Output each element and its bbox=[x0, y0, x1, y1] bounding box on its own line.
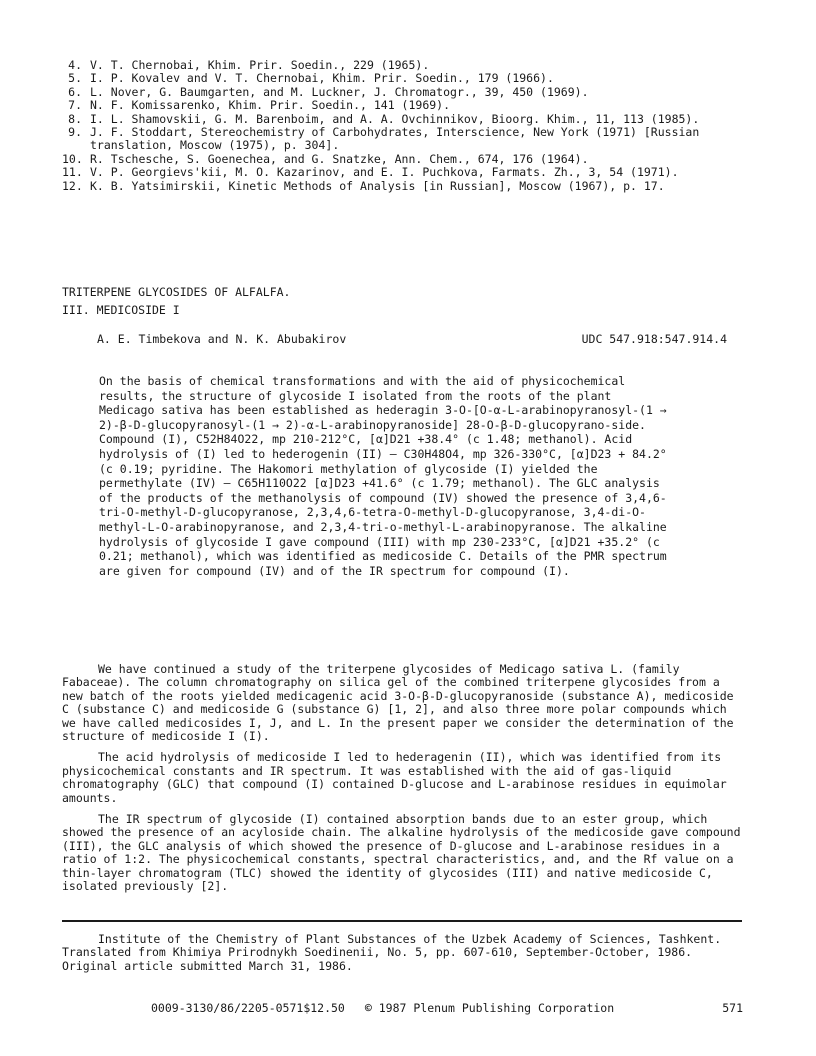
udc-code: UDC 547.918:547.914.4 bbox=[581, 332, 727, 346]
reference-text: K. B. Yatsimirskii, Kinetic Methods of Analysis [in Russian], Moscow (1967), p. 17. bbox=[90, 178, 665, 193]
reference-item bbox=[62, 113, 762, 126]
reference-item bbox=[62, 153, 762, 166]
abstract-text: On the basis of chemical transformations and with the aid of physicochemical results, the structure of glycoside I isolated from the roots of the plant Medicago sativa has been established as hederagin 3-O-[O-α-L-arabinopyranosyl-(1 → 2)-β-D-glucopyranosyl-(1 → 2)-α-L-arabinopyranoside] 28-O-β-D-glucopyrano-side. Compound (I), C52H84O22, mp 210-212°C, [α]D21 +38.4° (c 1.48; methanol). Acid hydrolysis of (I) led to hederogenin (II) — C30H48O4, mp 326-330°C, [α]D23 + 84.2° (c 0.19; pyridine. The Hakomori methylation of glycoside (I) yielded the permethylate (IV) — C65H110O22 [α]D23 +41.6° (c 1.79; methanol). The GLC analysis of the products of the methanolysis of compound (IV) showed the presence of 3,4,6-tri-O-methyl-D-glucopyranose, 2,3,4,6-tetra-O-methyl-D-glucopyranose, 3,4-di-O-methyl-L-O-arabinopyranose, and 2,3,4-tri-o-methyl-L-arabinopyranose. The alkaline hydrolysis of glycoside I gave compound (III) with mp 230-233°C, [α]D21 +35.2° (c 0.21; methanol), which was identified as medicoside C. Details of the PMR spectrum are given for compound (IV) and of the IR spectrum for compound (I). bbox=[99, 374, 667, 578]
reference-item bbox=[62, 180, 762, 193]
abstract bbox=[99, 374, 669, 578]
reference-number: 10. bbox=[62, 151, 83, 166]
title-line-2: III. MEDICOSIDE I bbox=[62, 303, 180, 317]
reference-item bbox=[62, 86, 762, 99]
page-footer bbox=[151, 1002, 743, 1015]
paragraph-3: The IR spectrum of glycoside (I) contained absorption bands due to an ester group, which showed the presence of an acyloside chain. The alkaline hydrolysis of the medicoside gave compound (III), the GLC analysis of which showed the presence of D-glucose and L-arabinose residues in a ratio of 1:2. The physicochemical constants, spectral characteristics, and, and the Rf value on a thin-layer chromatogram (TLC) showed the identity of glycosides (III) and native medicoside C, isolated previously [2]. bbox=[62, 812, 741, 894]
reference-text: N. F. Komissarenko, Khim. Prir. Soedin., 141 (1969). bbox=[90, 98, 451, 113]
reference-text: V. T. Chernobai, Khim. Prir. Soedin., 229 (1965). bbox=[90, 58, 430, 72]
reference-text: R. Tschesche, S. Goenechea, and G. Snatzke, Ann. Chem., 674, 176 (1964). bbox=[90, 151, 589, 166]
issn-code: 0009-3130/86/2205-0571$12.50 bbox=[151, 1001, 345, 1015]
copyright-text: 1987 Plenum Publishing Corporation bbox=[378, 1001, 615, 1015]
body-text bbox=[62, 663, 742, 902]
footnote-text: Institute of the Chemistry of Plant Substances of the Uzbek Academy of Sciences, Tashkent. Translated from Khimiya Prirodnykh Soedinenii, No. 5, pp. 607-610, September-October, 1986. Original article submitted March 31, 1986. bbox=[62, 932, 722, 973]
paragraph-2: The acid hydrolysis of medicoside I led to hederagenin (II), which was identified from its physicochemical constants and IR spectrum. It was established with the aid of gas-liquid chromatography (GLC) that compound (I) contained D-glucose and L-arabinose residues in equimolar amounts. bbox=[62, 750, 727, 805]
page-number: 571 bbox=[722, 1001, 743, 1015]
reference-number: 5. bbox=[68, 71, 82, 86]
reference-text: L. Nover, G. Baumgarten, and M. Luckner, J. Chromatogr., 39, 450 (1969). bbox=[90, 84, 589, 99]
reference-number: 8. bbox=[68, 111, 82, 126]
reference-text: I. P. Kovalev and V. T. Chernobai, Khim. Prir. Soedin., 179 (1966). bbox=[90, 71, 554, 86]
reference-number: 9. bbox=[68, 125, 82, 140]
reference-number: 4. bbox=[68, 58, 82, 72]
reference-text: J. F. Stoddart, Stereochemistry of Carbohydrates, Interscience, New York (1971) [Russian translation, Moscow (1975), p. 304]. bbox=[90, 125, 707, 153]
copyright-icon: © bbox=[364, 1001, 372, 1015]
reference-number: 12. bbox=[62, 178, 83, 193]
byline bbox=[97, 333, 727, 346]
reference-item bbox=[62, 99, 762, 112]
authors: A. E. Timbekova and N. K. Abubakirov bbox=[97, 332, 347, 346]
reference-item bbox=[62, 72, 762, 85]
reference-number: 7. bbox=[68, 98, 82, 113]
title-line-1: TRITERPENE GLYCOSIDES OF ALFALFA. bbox=[62, 285, 291, 299]
paragraph-1: We have continued a study of the triterpene glycosides of Medicago sativa L. (family Fabaceae). The column chromatography on silica gel of the combined triterpene glycosides from a new batch of the roots yielded medicagenic acid 3-O-β-D-glucopyranoside (substance A), medicoside C (substance C) and medicoside G (substance G) [1, 2], and also three more polar compounds which we have called medicosides I, J, and L. In the present paper we consider the determination of the structure of medicoside I (I). bbox=[62, 662, 734, 744]
reference-number: 11. bbox=[62, 165, 83, 180]
affiliation-footnote bbox=[62, 933, 742, 973]
reference-number: 6. bbox=[68, 84, 82, 99]
reference-item bbox=[62, 126, 762, 153]
reference-list bbox=[62, 59, 762, 193]
article-title bbox=[62, 283, 742, 319]
reference-text: V. P. Georgievs'kii, M. O. Kazarinov, and E. I. Puchkova, Farmats. Zh., 3, 54 (1971). bbox=[90, 165, 679, 180]
reference-item bbox=[62, 59, 762, 72]
reference-item bbox=[62, 166, 762, 179]
reference-text: I. L. Shamovskii, G. M. Barenboim, and A. A. Ovchinnikov, Bioorg. Khim., 11, 113 (1985). bbox=[90, 111, 700, 126]
copyright-notice bbox=[365, 1002, 614, 1015]
footnote-divider bbox=[62, 920, 742, 922]
